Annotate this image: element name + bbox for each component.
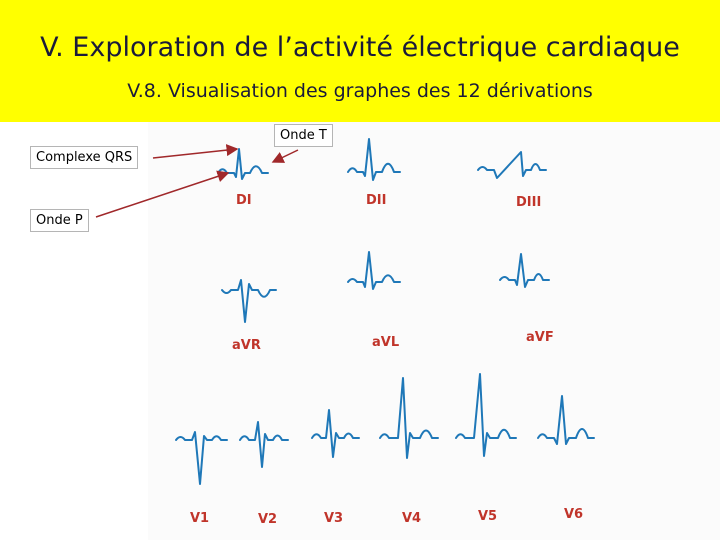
slide-title: V. Exploration de l’activité électrique cardiaque	[40, 32, 680, 63]
lead-label-v3: V3	[324, 511, 344, 526]
arrow-p-wave	[96, 173, 228, 217]
lead-label-v1: V1	[190, 511, 210, 526]
slide-subtitle: V.8. Visualisation des graphes des 12 dérivations	[127, 80, 593, 102]
lead-label-d3: DIII	[516, 195, 542, 210]
lead-label-d1: DI	[236, 193, 252, 208]
callout-t-wave: Onde T	[274, 124, 333, 147]
lead-label-d2: DII	[366, 193, 387, 208]
lead-label-v6: V6	[564, 507, 584, 522]
lead-label-v2: V2	[258, 512, 278, 527]
lead-label-v4: V4	[402, 511, 422, 526]
lead-label-avf: aVF	[526, 330, 554, 345]
callout-qrs-complex: Complexe QRS	[30, 146, 138, 169]
arrow-qrs	[153, 149, 237, 158]
lead-label-avr: aVR	[232, 338, 261, 353]
lead-label-avl: aVL	[372, 335, 400, 350]
lead-label-v5: V5	[478, 509, 498, 524]
arrow-t-wave	[273, 150, 298, 162]
callout-p-wave: Onde P	[30, 209, 89, 232]
